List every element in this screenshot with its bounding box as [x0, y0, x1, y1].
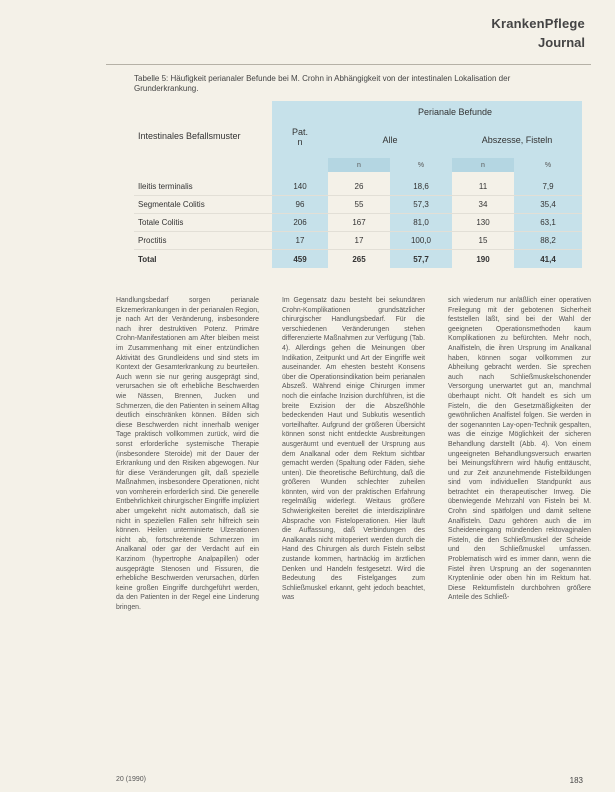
body-text — [116, 296, 592, 766]
journal-header — [491, 16, 585, 50]
total-n1: 265 — [328, 250, 390, 269]
unit-header: % — [390, 158, 452, 172]
text-column-1: Handlungsbedarf sorgen perianale Ekzemerkrankungen in der perianalen Region, je nach Art der Veränderung, insbesondere nach ihrer destruktiven Potenz. Primäre Crohn-Manifestationen am After bleiben meist im Zusammenhang mit einer entzündlichen Aktivität des Grundleidens und sind stets im Kontext der Gesamterkrankung zu beurteilen. Auch wenn sie nur gering ausgeprägt sind, verursachen sie oft erhebliche Beschwerden wie Nässen, Brennen, Jucken und Schmerzen, die den Patienten in seinem Alltag deutlich einschränken können. Bilden sich diese Beschwerden nicht innerhalb weniger Tage praktisch vollkommen zurück, wird die sonst erforderliche systemische Therapie (insbesondere Steroide) mit der Dauer der Erkrankung und den Risiken abgewogen. Nur für diese Veränderungen gilt, daß spezielle Maßnahmen, insbesondere Operationen, nicht von vornherein erforderlich sind. Die generelle Entbehrlichkeit chirurgischer Eingriffe impliziert aber umgekehrt nicht automatisch, daß sie nicht in speziellen Fällen sehr hilfreich sein können. Heilen unterminierte Ulzerationen nicht ab, fortschreitende Schmerzen im Analkanal oder gar der Verdacht auf ein Karzinom (hypertrophe Analpapillen) oder ausgeprägte Stenosen und Fissuren, die erhebliche Beschwerden verursachen, dürfen keine großen Eingriffe durchgeführt werden, da den Patienten in der Regel eine Linderung bringen. — [116, 297, 259, 611]
footer-volume: 20 (1990) — [116, 776, 146, 783]
cell-p2: 88,2 — [514, 232, 582, 250]
table-row — [134, 178, 582, 196]
cell-p1: 57,3 — [390, 196, 452, 214]
journal-title-line1: KrankenPflege — [491, 16, 585, 31]
pat-header — [272, 101, 328, 172]
sub-header-alle: Alle — [328, 122, 452, 158]
pat-header-sub: n — [297, 136, 303, 147]
table-row — [134, 214, 582, 232]
row-header: Intestinales Befallsmuster — [138, 131, 241, 141]
page-number: 183 — [569, 776, 583, 785]
cell-p1: 18,6 — [390, 178, 452, 196]
journal-title-line2: Journal — [538, 35, 585, 50]
unit-header: n — [328, 158, 390, 172]
cell-pat: 206 — [272, 214, 328, 232]
row-label: Proctitis — [134, 232, 272, 250]
findings-table — [134, 101, 582, 287]
cell-p2: 7,9 — [514, 178, 582, 196]
sub-header-abszesse: Abszesse, Fisteln — [452, 122, 582, 158]
total-p1: 57,7 — [390, 250, 452, 269]
cell-pat: 140 — [272, 178, 328, 196]
row-label: Totale Colitis — [134, 214, 272, 232]
total-label: Total — [134, 250, 272, 269]
table-row — [134, 196, 582, 214]
header-rule — [106, 64, 591, 65]
cell-pat: 17 — [272, 232, 328, 250]
cell-n1: 55 — [328, 196, 390, 214]
unit-header: % — [514, 158, 582, 172]
table-caption: Tabelle 5: Häufigkeit perianaler Befunde bei M. Crohn in Abhängigkeit von der intestinalen Lokalisation der Grunderkrankung. — [134, 74, 511, 93]
cell-n1: 26 — [328, 178, 390, 196]
total-n2: 190 — [452, 250, 514, 269]
cell-n2: 130 — [452, 214, 514, 232]
table-row — [134, 232, 582, 250]
cell-p1: 81,0 — [390, 214, 452, 232]
cell-p1: 100,0 — [390, 232, 452, 250]
cell-n1: 17 — [328, 232, 390, 250]
row-label: Segmentale Colitis — [134, 196, 272, 214]
row-label: Ileitis terminalis — [134, 178, 272, 196]
cell-pat: 96 — [272, 196, 328, 214]
cell-n1: 167 — [328, 214, 390, 232]
total-p2: 41,4 — [514, 250, 582, 269]
unit-header: n — [452, 158, 514, 172]
pat-header-label: Pat. — [291, 126, 308, 137]
total-pat: 459 — [272, 250, 328, 269]
cell-p2: 35,4 — [514, 196, 582, 214]
group-header: Perianale Befunde — [328, 101, 582, 122]
text-column-2: Im Gegensatz dazu besteht bei sekundären Crohn-Komplikationen grundsätzlicher chirurgischer Handlungsbedarf. Für die verschiedenen Veränderungen stehen differenzierte Maßnahmen zur Verfügung (Tab. 4). Allerdings gehen die Meinungen über Indikation, Zeitpunkt und Art der Eingriffe weit auseinander. Am ehesten besteht Konsens über die Operationsindikation beim perianalen Abszeß. Während einige Chirurgen immer noch die einfache Inzision durchführen, ist die breite Exzision der die Abszeßhöhle bedeckenden Haut und Subkutis wesentlich vorteilhafter. Aufgrund der größeren Übersicht können sonst nicht entdeckte Ausbreitungen ausgeräumt und eventuell der Ursprung aus dem Analkanal oder dem Rektum sichtbar gemacht werden (Spaltung oder Fäden, siehe unten). Die theoretische Befürchtung, daß die größeren Wunden schlechter zuheilen könnten, wird von der praktischen Erfahrung regelmäßig widerlegt. Weitaus größere Schwierigkeiten bereitet die interdisziplinäre Absprache von Fisteloperationen. Hier läuft die Auffassung, daß Verbindungen des Analkanals nicht mitoperiert werden durch die Hand des Chirurgen als durch Fisteln selbst zustande kommen, hartnäckig im ärztlichen Denken und Handeln festgesetzt. Wird die Bedeutung des Fistelganges zum Schließmuskel erkannt, geht jedoch beachtet, was — [282, 297, 425, 602]
cell-p2: 63,1 — [514, 214, 582, 232]
cell-n2: 11 — [452, 178, 514, 196]
text-column-3: sich wiederum nur anläßlich einer operativen Freilegung mit der gebotenen Sicherheit feststellen läßt, sind bei der Wahl der geeigneten Operationsmethoden kaum Komplikationen zu befürchten. Mehr noch, Analfisteln, die ihren Ursprung im Analkanal haben, können sogar vollkommen zur Abheilung gebracht werden. Sie sprechen auch nach Schließmuskelschonender Versorgung unerwartet gut an, manchmal überhaupt nicht. Oft handelt es sich um Fisteln, die den Gesetzmäßigkeiten der gewöhnlichen Analfistel folgen. Sie werden in der sogenannten Lay-open-Technik gespalten, was die einzige Möglichkeit der sicheren Behandlung darstellt (Abb. 4). Von einem ungeeigneten Behandlungsversuch erwarten bei Meinungsführern wird häufig enttäuscht, und zur Zeit anzunehmende Fistelbildungen sind vom individuellen Standpunkt aus betrachtet ein therapeutischer Irrweg. Die überwiegende Mehrzahl von Fisteln bei M. Crohn sind spätfolgen und damit seltene Analfisteln. Dazu gehören auch die im Scheideneingang mündenden rektovaginalen Fisteln, die den Schließmuskel der Scheide und den Schließmuskel umfassen. Problematisch wird es immer dann, wenn die Fistel ihren Ursprung an der sogenannten Kryptenlinie oder oben hin im Rektum hat. Diese Rektumfisteln durchbohren größere Anteile des Schließ- — [448, 297, 591, 602]
cell-n2: 15 — [452, 232, 514, 250]
cell-n2: 34 — [452, 196, 514, 214]
total-row — [134, 250, 582, 269]
